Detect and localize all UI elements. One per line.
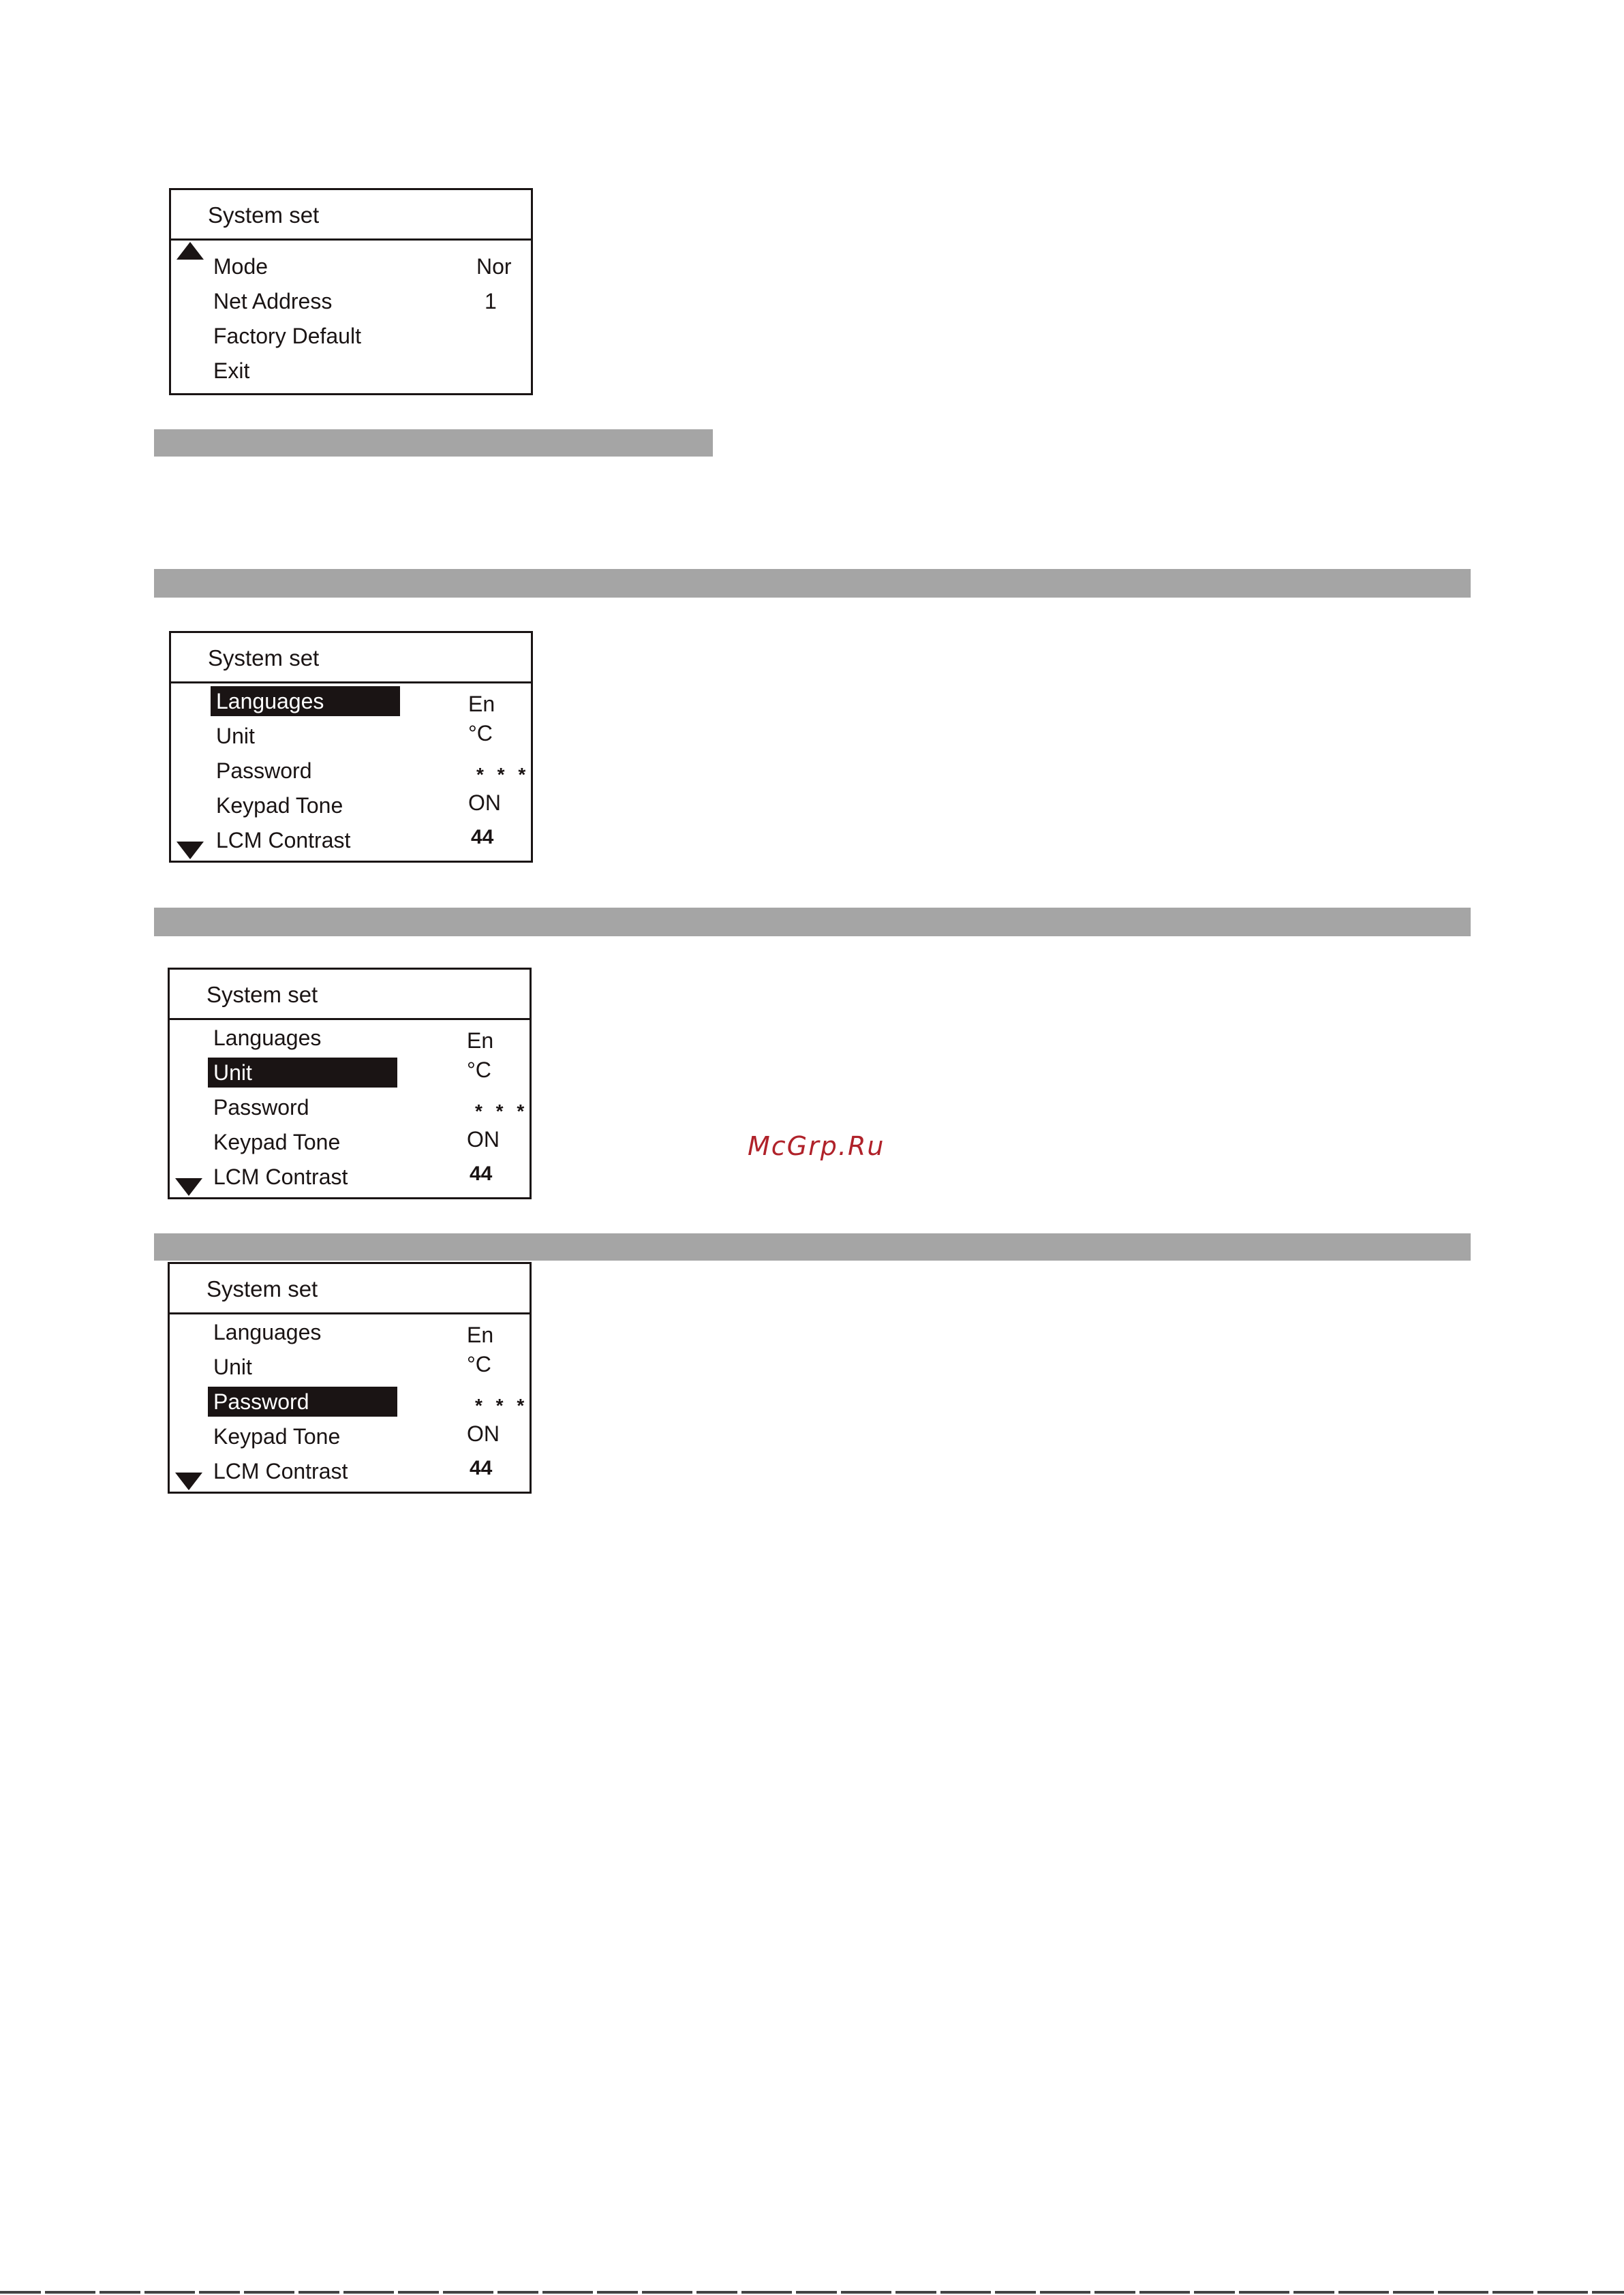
row-label: Keypad Tone — [213, 1130, 341, 1154]
screen-title: System set — [170, 1264, 530, 1314]
menu-row-unit[interactable] — [171, 718, 531, 752]
separator-bar — [154, 1233, 1471, 1261]
row-label: Password — [208, 1387, 397, 1417]
row-label: Unit — [213, 1355, 252, 1379]
row-value: 44 — [470, 1162, 493, 1185]
row-label: LCM Contrast — [213, 1165, 348, 1189]
menu-row-languages[interactable] — [170, 1020, 530, 1054]
row-value: En — [467, 1028, 494, 1053]
lcm-screen-system-set-password — [168, 1262, 532, 1494]
row-label: Password — [216, 758, 312, 783]
menu-row-lcm-contrast[interactable] — [170, 1159, 530, 1193]
row-value: ON — [467, 1421, 500, 1446]
separator-bar — [154, 429, 713, 457]
menu-row-password[interactable] — [170, 1090, 530, 1124]
row-value: * * * — [475, 1100, 529, 1122]
row-value: ON — [467, 1127, 500, 1152]
row-value: 44 — [470, 1457, 493, 1479]
menu-row-password[interactable] — [170, 1384, 530, 1418]
screen-title: System set — [171, 190, 531, 241]
menu-row-lcm-contrast[interactable] — [171, 822, 531, 857]
row-label: Unit — [208, 1058, 397, 1088]
scroll-down-arrow-icon — [175, 1473, 202, 1490]
scroll-down-arrow-icon — [177, 842, 204, 859]
menu-row-unit[interactable] — [170, 1055, 530, 1089]
row-label: Password — [213, 1095, 309, 1120]
menu-row-languages[interactable] — [171, 683, 531, 718]
watermark-text: McGrp.Ru — [748, 1131, 885, 1161]
row-label: Unit — [216, 724, 255, 748]
row-value: °C — [467, 1352, 491, 1376]
row-label: Languages — [211, 686, 400, 716]
menu-row-keypad-tone[interactable] — [170, 1419, 530, 1453]
row-value: * * * — [476, 764, 530, 785]
row-value: En — [468, 692, 495, 716]
row-label: Net Address — [213, 289, 333, 313]
row-label: Languages — [213, 1320, 322, 1344]
row-value: 1 — [485, 289, 497, 313]
menu-row-exit[interactable] — [171, 353, 531, 387]
row-value: °C — [468, 721, 493, 745]
row-label: Languages — [213, 1026, 322, 1050]
screen-title: System set — [170, 970, 530, 1020]
menu-row-keypad-tone[interactable] — [170, 1124, 530, 1158]
menu-row-unit[interactable] — [170, 1349, 530, 1383]
row-label: LCM Contrast — [216, 828, 351, 852]
row-value: Nor — [476, 254, 512, 279]
menu-row-factory-default[interactable] — [171, 318, 531, 352]
menu-row-net-address[interactable] — [171, 283, 531, 318]
separator-bar — [154, 908, 1471, 936]
menu-row-password[interactable] — [171, 753, 531, 787]
row-label: Keypad Tone — [216, 793, 343, 818]
page-bottom-rule — [0, 2291, 1624, 2294]
row-label: Exit — [213, 358, 250, 383]
row-label: Factory Default — [213, 324, 361, 348]
menu-row-lcm-contrast[interactable] — [170, 1453, 530, 1488]
lcm-screen-system-set-unit — [168, 968, 532, 1199]
lcm-screen-system-set-page-2 — [169, 188, 533, 395]
row-value: ON — [468, 790, 501, 815]
menu-row-languages[interactable] — [170, 1314, 530, 1349]
lcm-screen-system-set-languages — [169, 631, 533, 863]
row-value: * * * — [475, 1395, 529, 1416]
screen-title: System set — [171, 633, 531, 683]
menu-row-keypad-tone[interactable] — [171, 788, 531, 822]
row-value: En — [467, 1323, 494, 1347]
scroll-down-arrow-icon — [175, 1178, 202, 1196]
row-label: LCM Contrast — [213, 1459, 348, 1483]
separator-bar — [154, 569, 1471, 598]
row-label: Keypad Tone — [213, 1424, 341, 1449]
row-label: Mode — [213, 254, 269, 279]
row-value: °C — [467, 1058, 491, 1082]
menu-row-mode[interactable] — [171, 249, 531, 283]
row-value: 44 — [471, 826, 494, 848]
